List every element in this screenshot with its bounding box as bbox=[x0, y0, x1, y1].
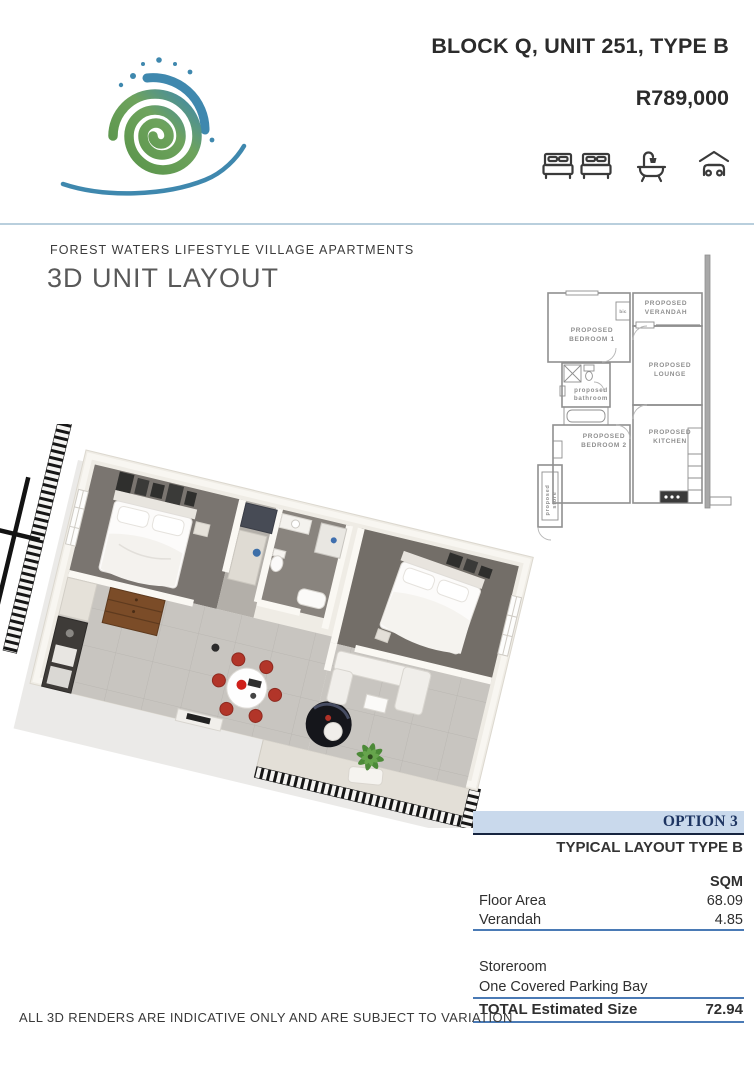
plan-label-verandah: PROPOSED bbox=[644, 300, 688, 307]
feature-icons-row bbox=[540, 146, 730, 188]
table-row bbox=[473, 910, 744, 931]
plan-label-bedroom2: PROPOSED bbox=[582, 433, 626, 440]
extra-item: Storeroom bbox=[479, 959, 547, 975]
svg-text:proposed: proposed bbox=[545, 484, 551, 516]
extra-item: One Covered Parking Bay bbox=[473, 977, 744, 999]
table-row bbox=[473, 891, 744, 910]
bathtub-icon bbox=[638, 153, 665, 182]
total-value: 72.94 bbox=[705, 1001, 743, 1018]
page-title: 3D UNIT LAYOUT bbox=[47, 263, 280, 293]
unit-price: R789,000 bbox=[635, 86, 729, 110]
svg-text:store: store bbox=[552, 491, 558, 509]
svg-text:VERANDAH: VERANDAH bbox=[644, 309, 688, 316]
bed-icon bbox=[544, 154, 573, 178]
plan-label-bathroom: proposed bbox=[574, 387, 608, 394]
unit-title: BLOCK Q, UNIT 251, TYPE B bbox=[431, 34, 729, 58]
bed-icon bbox=[582, 154, 611, 178]
plan-label-lounge: PROPOSED bbox=[648, 362, 692, 369]
total-row bbox=[473, 999, 744, 1023]
plan-label-bedroom1: PROPOSED bbox=[570, 327, 614, 334]
svg-text:bathroom: bathroom bbox=[573, 395, 609, 402]
project-name: FOREST WATERS LIFESTYLE VILLAGE APARTMENTS bbox=[50, 243, 415, 257]
row-label: Floor Area bbox=[479, 892, 546, 909]
summary-table bbox=[473, 811, 744, 1023]
svg-text:LOUNGE: LOUNGE bbox=[653, 371, 687, 378]
option-banner: OPTION 3 bbox=[473, 811, 744, 835]
forest-waters-logo bbox=[55, 38, 250, 198]
total-label: TOTAL Estimated Size bbox=[479, 1001, 638, 1018]
block-wall bbox=[705, 255, 710, 508]
wave-swirl-icon bbox=[63, 57, 244, 193]
covered-parking-icon bbox=[700, 152, 728, 175]
plan-label-bic: bic bbox=[619, 309, 627, 314]
header-divider bbox=[0, 223, 754, 225]
layout-subtitle: TYPICAL LAYOUT TYPE B bbox=[556, 839, 743, 856]
render-rotated-group bbox=[0, 424, 556, 828]
svg-text:KITCHEN: KITCHEN bbox=[653, 438, 687, 445]
extras-list bbox=[473, 931, 744, 999]
row-value: 68.09 bbox=[706, 892, 743, 909]
svg-text:BEDROOM 1: BEDROOM 1 bbox=[569, 336, 615, 343]
svg-text:BEDROOM 2: BEDROOM 2 bbox=[581, 442, 627, 449]
plan-label-kitchen: PROPOSED bbox=[648, 429, 692, 436]
sqm-header: SQM bbox=[709, 874, 743, 890]
row-value: 4.85 bbox=[714, 911, 743, 928]
disclaimer-text: ALL 3D RENDERS ARE INDICATIVE ONLY AND ARE SUBJECT TO VARIATION bbox=[19, 1010, 513, 1025]
row-label: Verandah bbox=[479, 911, 542, 928]
3d-unit-render bbox=[0, 424, 556, 828]
